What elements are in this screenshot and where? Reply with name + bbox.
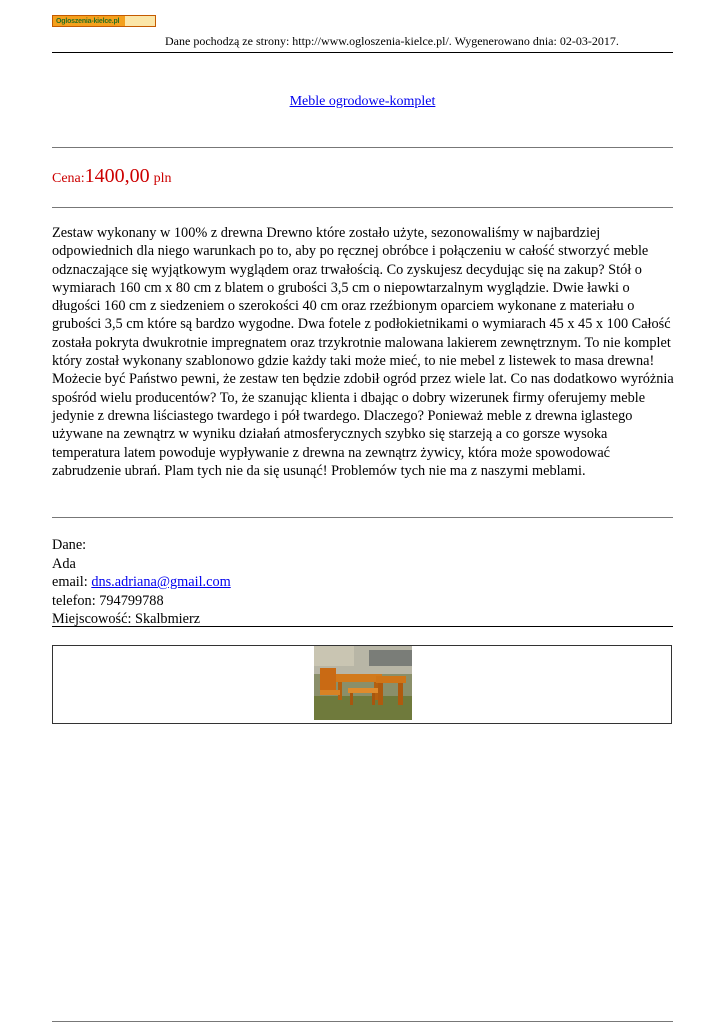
email-link[interactable]: dns.adriana@gmail.com [91, 574, 231, 590]
contact-name: Ada [52, 555, 76, 572]
header-divider [52, 52, 673, 53]
footer-divider [52, 1021, 673, 1022]
listing-photo[interactable] [314, 646, 412, 720]
listing-description: Zestaw wykonany w 100% z drewna Drewno które zostało użyte, sezonowaliśmy w najbardziej odpowiednich dla niego warunkach po to, aby po ręcznej obróbce i połączeniu w całość stworzyć meble odznaczające się wyjątkowym wyglądem oraz trwałością. Co zyskujesz decydując się na zakup? Stół o wymiarach 160 cm x 80 cm z blatem o grubości 3,5 cm o niepowtarzalnym wyglądzie. Dwie ławki o długości 160 cm z siedzeniem o szerokości 40 cm oraz rzeźbionym oparciem wykonane z materiału o grubości 3,5 cm które są bardzo wygodne. Dwa fotele z podłokietnikami o wymiarach 45 x 45 x 100 Całość została pokryta dwukrotnie impregnatem oraz trzykrotnie malowana lakierem zewnętrznym. To nie komplet który został wykonany szablonowo gdzie każdy taki może mieć, to nie mebel z listewek to masa drewna! Możecie być Państwo pewni, że zestaw ten będzie zdobił ogród przez wiele lat. Co nas dodatkowo wyróżnia spośród wielu producentów? To, że szanując klienta i dbając o dobry wizerunek firmy oferujemy meble jedynie z drewna liściastego twardego i pół twardego. Dlaczego? Ponieważ meble z drewna iglastego używane na zewnątrz w wyniku działań atmosferycznych szybko się starzeją a co gorsze wysoka temperatura latem powoduje wypływanie z drewna na zewnątrz żywicy, która może spowodować zabrudzenie ubrań. Plam tych nie da się usunąć! Problemów tych nie ma z naszymi meblami. [52, 225, 674, 479]
divider-description [52, 517, 673, 518]
divider-price [52, 207, 673, 208]
contact-phone-row [52, 592, 231, 611]
price-value: 1400,00 [84, 165, 150, 187]
contact-heading: Dane: [52, 537, 87, 553]
phone-label: telefon: [52, 592, 100, 609]
divider-contact [52, 626, 673, 627]
city-value: Skalbmierz [135, 611, 201, 627]
source-note: Dane pochodzą ze strony: http://www.ogloszenia-kielce.pl/. Wygenerowano dnia: 02-03-2017. [165, 34, 619, 48]
price-label: Cena: [52, 171, 85, 186]
photo-gallery [52, 645, 672, 724]
contact-email-row [52, 573, 231, 592]
listing-title-link[interactable]: Meble ogrodowe-komplet [289, 94, 436, 109]
garden-furniture-image [314, 646, 412, 720]
site-logo [52, 15, 156, 27]
city-label: Miejscowość: [52, 611, 135, 627]
contact-block [52, 536, 231, 629]
phone-value: 794799788 [99, 592, 164, 609]
divider-top [52, 147, 673, 148]
email-label: email: [52, 574, 92, 590]
price-currency: pln [153, 171, 172, 186]
logo-badge [125, 16, 155, 26]
price-row [52, 165, 172, 188]
logo-text: Ogloszenia-kielce.pl [56, 17, 120, 25]
